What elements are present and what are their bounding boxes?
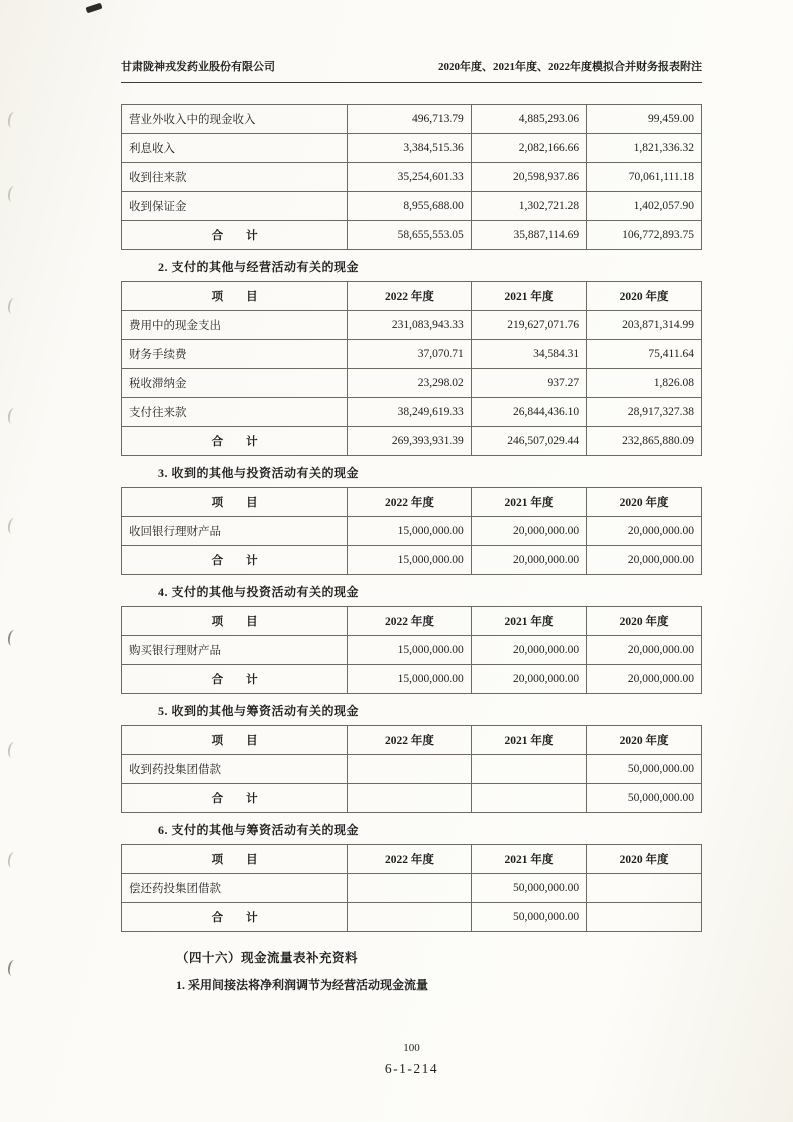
row-label: 财务手续费	[122, 340, 348, 369]
row-label: 费用中的现金支出	[122, 311, 348, 340]
table-row	[122, 340, 702, 369]
cell-value	[348, 874, 472, 903]
cell-value: 269,393,931.39	[348, 427, 472, 456]
column-header: 2022 年度	[348, 726, 472, 755]
cell-value: 1,821,336.32	[587, 134, 702, 163]
cell-value: 28,917,327.38	[587, 398, 702, 427]
total-row	[122, 221, 702, 250]
column-header: 2020 年度	[587, 726, 702, 755]
row-label: 合 计	[122, 665, 348, 694]
total-row	[122, 427, 702, 456]
cell-value: 75,411.64	[587, 340, 702, 369]
row-label: 支付往来款	[122, 398, 348, 427]
section-heading: 2. 支付的其他与经营活动有关的现金	[158, 260, 360, 274]
cell-value	[471, 755, 586, 784]
table-header-row	[122, 607, 702, 636]
section-heading: 4. 支付的其他与投资活动有关的现金	[158, 585, 360, 599]
closing-heading: （四十六）现金流量表补充资料	[176, 951, 359, 965]
row-label: 购买银行理财产品	[122, 636, 348, 665]
financial-table	[121, 725, 702, 813]
cell-value: 8,955,688.00	[348, 192, 472, 221]
cell-value: 106,772,893.75	[587, 221, 702, 250]
cell-value: 15,000,000.00	[348, 665, 472, 694]
column-header: 项 目	[122, 488, 348, 517]
closing-block	[121, 948, 702, 993]
column-header: 2022 年度	[348, 845, 472, 874]
section-heading: 3. 收到的其他与投资活动有关的现金	[158, 466, 360, 480]
cell-value: 26,844,436.10	[471, 398, 586, 427]
cell-value: 20,000,000.00	[587, 546, 702, 575]
table-header-row	[122, 726, 702, 755]
cell-value: 38,249,619.33	[348, 398, 472, 427]
cell-value: 20,000,000.00	[471, 665, 586, 694]
cell-value: 50,000,000.00	[471, 874, 586, 903]
scan-artifact-mark	[85, 3, 102, 14]
column-header: 2022 年度	[348, 488, 472, 517]
binding-mark	[7, 297, 20, 314]
row-label: 税收滞纳金	[122, 369, 348, 398]
cell-value: 203,871,314.99	[587, 311, 702, 340]
table-header-row	[122, 845, 702, 874]
page-number: 100	[403, 1042, 420, 1054]
cell-value: 1,826.08	[587, 369, 702, 398]
section-heading: 5. 收到的其他与筹资活动有关的现金	[158, 704, 360, 718]
doc-code: 6-1-214	[384, 1061, 439, 1076]
financial-table	[121, 844, 702, 932]
row-label: 合 计	[122, 903, 348, 932]
cell-value: 20,000,000.00	[587, 636, 702, 665]
total-row	[122, 903, 702, 932]
row-label: 合 计	[122, 784, 348, 813]
row-label: 收回银行理财产品	[122, 517, 348, 546]
table-row	[122, 134, 702, 163]
row-label: 收到往来款	[122, 163, 348, 192]
cell-value: 232,865,880.09	[587, 427, 702, 456]
table-row	[122, 163, 702, 192]
column-header: 2021 年度	[471, 488, 586, 517]
cell-value	[587, 903, 702, 932]
table-row	[122, 398, 702, 427]
row-label: 合 计	[122, 546, 348, 575]
table-row	[122, 192, 702, 221]
column-header: 2021 年度	[471, 282, 586, 311]
cell-value: 15,000,000.00	[348, 636, 472, 665]
cell-value: 1,402,057.90	[587, 192, 702, 221]
binding-mark	[7, 629, 20, 646]
cell-value: 34,584.31	[471, 340, 586, 369]
cell-value: 20,598,937.86	[471, 163, 586, 192]
cell-value: 219,627,071.76	[471, 311, 586, 340]
cell-value	[348, 755, 472, 784]
table-row	[122, 105, 702, 134]
cell-value: 496,713.79	[348, 105, 472, 134]
cell-value: 23,298.02	[348, 369, 472, 398]
column-header: 2020 年度	[587, 607, 702, 636]
cell-value	[471, 784, 586, 813]
table-row	[122, 369, 702, 398]
cell-value: 70,061,111.18	[587, 163, 702, 192]
table-row	[122, 311, 702, 340]
cell-value: 35,887,114.69	[471, 221, 586, 250]
financial-table	[121, 104, 702, 250]
binding-mark	[7, 111, 20, 128]
column-header: 项 目	[122, 607, 348, 636]
binding-mark	[7, 185, 20, 202]
cell-value	[348, 784, 472, 813]
table-row	[122, 517, 702, 546]
row-label: 利息收入	[122, 134, 348, 163]
section-heading: 6. 支付的其他与筹资活动有关的现金	[158, 823, 360, 837]
column-header: 2022 年度	[348, 282, 472, 311]
cell-value: 50,000,000.00	[471, 903, 586, 932]
total-row	[122, 784, 702, 813]
row-label: 收到药投集团借款	[122, 755, 348, 784]
closing-subheading: 1. 采用间接法将净利润调节为经营活动现金流量	[176, 978, 429, 992]
column-header: 2021 年度	[471, 607, 586, 636]
binding-mark	[7, 959, 20, 976]
table-row	[122, 636, 702, 665]
binding-mark	[7, 517, 20, 534]
binding-mark	[7, 741, 20, 758]
column-header: 项 目	[122, 282, 348, 311]
total-row	[122, 546, 702, 575]
financial-table	[121, 487, 702, 575]
cell-value: 20,000,000.00	[471, 636, 586, 665]
column-header: 2020 年度	[587, 282, 702, 311]
column-header: 2020 年度	[587, 845, 702, 874]
cell-value: 231,083,943.33	[348, 311, 472, 340]
row-label: 营业外收入中的现金收入	[122, 105, 348, 134]
cell-value: 937.27	[471, 369, 586, 398]
binding-mark	[7, 851, 20, 868]
cell-value: 15,000,000.00	[348, 546, 472, 575]
cell-value: 15,000,000.00	[348, 517, 472, 546]
cell-value: 50,000,000.00	[587, 755, 702, 784]
row-label: 收到保证金	[122, 192, 348, 221]
cell-value	[348, 903, 472, 932]
cell-value: 35,254,601.33	[348, 163, 472, 192]
cell-value	[587, 874, 702, 903]
column-header: 项 目	[122, 845, 348, 874]
row-label: 合 计	[122, 221, 348, 250]
total-row	[122, 665, 702, 694]
cell-value: 3,384,515.36	[348, 134, 472, 163]
page-header	[121, 58, 702, 83]
page-footer	[121, 1042, 702, 1077]
binding-mark	[7, 407, 20, 424]
cell-value: 20,000,000.00	[587, 517, 702, 546]
company-name: 甘肃陇神戎发药业股份有限公司	[121, 61, 275, 73]
cell-value: 99,459.00	[587, 105, 702, 134]
financial-table	[121, 606, 702, 694]
table-row	[122, 755, 702, 784]
cell-value: 50,000,000.00	[587, 784, 702, 813]
cell-value: 2,082,166.66	[471, 134, 586, 163]
document-title: 2020年度、2021年度、2022年度模拟合并财务报表附注	[438, 61, 702, 73]
column-header: 2021 年度	[471, 726, 586, 755]
column-header: 2020 年度	[587, 488, 702, 517]
row-label: 合 计	[122, 427, 348, 456]
cell-value: 20,000,000.00	[587, 665, 702, 694]
row-label: 偿还药投集团借款	[122, 874, 348, 903]
cell-value: 4,885,293.06	[471, 105, 586, 134]
document-body	[121, 104, 702, 932]
cell-value: 20,000,000.00	[471, 546, 586, 575]
financial-table	[121, 281, 702, 456]
table-header-row	[122, 282, 702, 311]
column-header: 2022 年度	[348, 607, 472, 636]
cell-value: 246,507,029.44	[471, 427, 586, 456]
cell-value: 1,302,721.28	[471, 192, 586, 221]
table-header-row	[122, 488, 702, 517]
cell-value: 20,000,000.00	[471, 517, 586, 546]
cell-value: 58,655,553.05	[348, 221, 472, 250]
column-header: 2021 年度	[471, 845, 586, 874]
table-row	[122, 874, 702, 903]
column-header: 项 目	[122, 726, 348, 755]
cell-value: 37,070.71	[348, 340, 472, 369]
